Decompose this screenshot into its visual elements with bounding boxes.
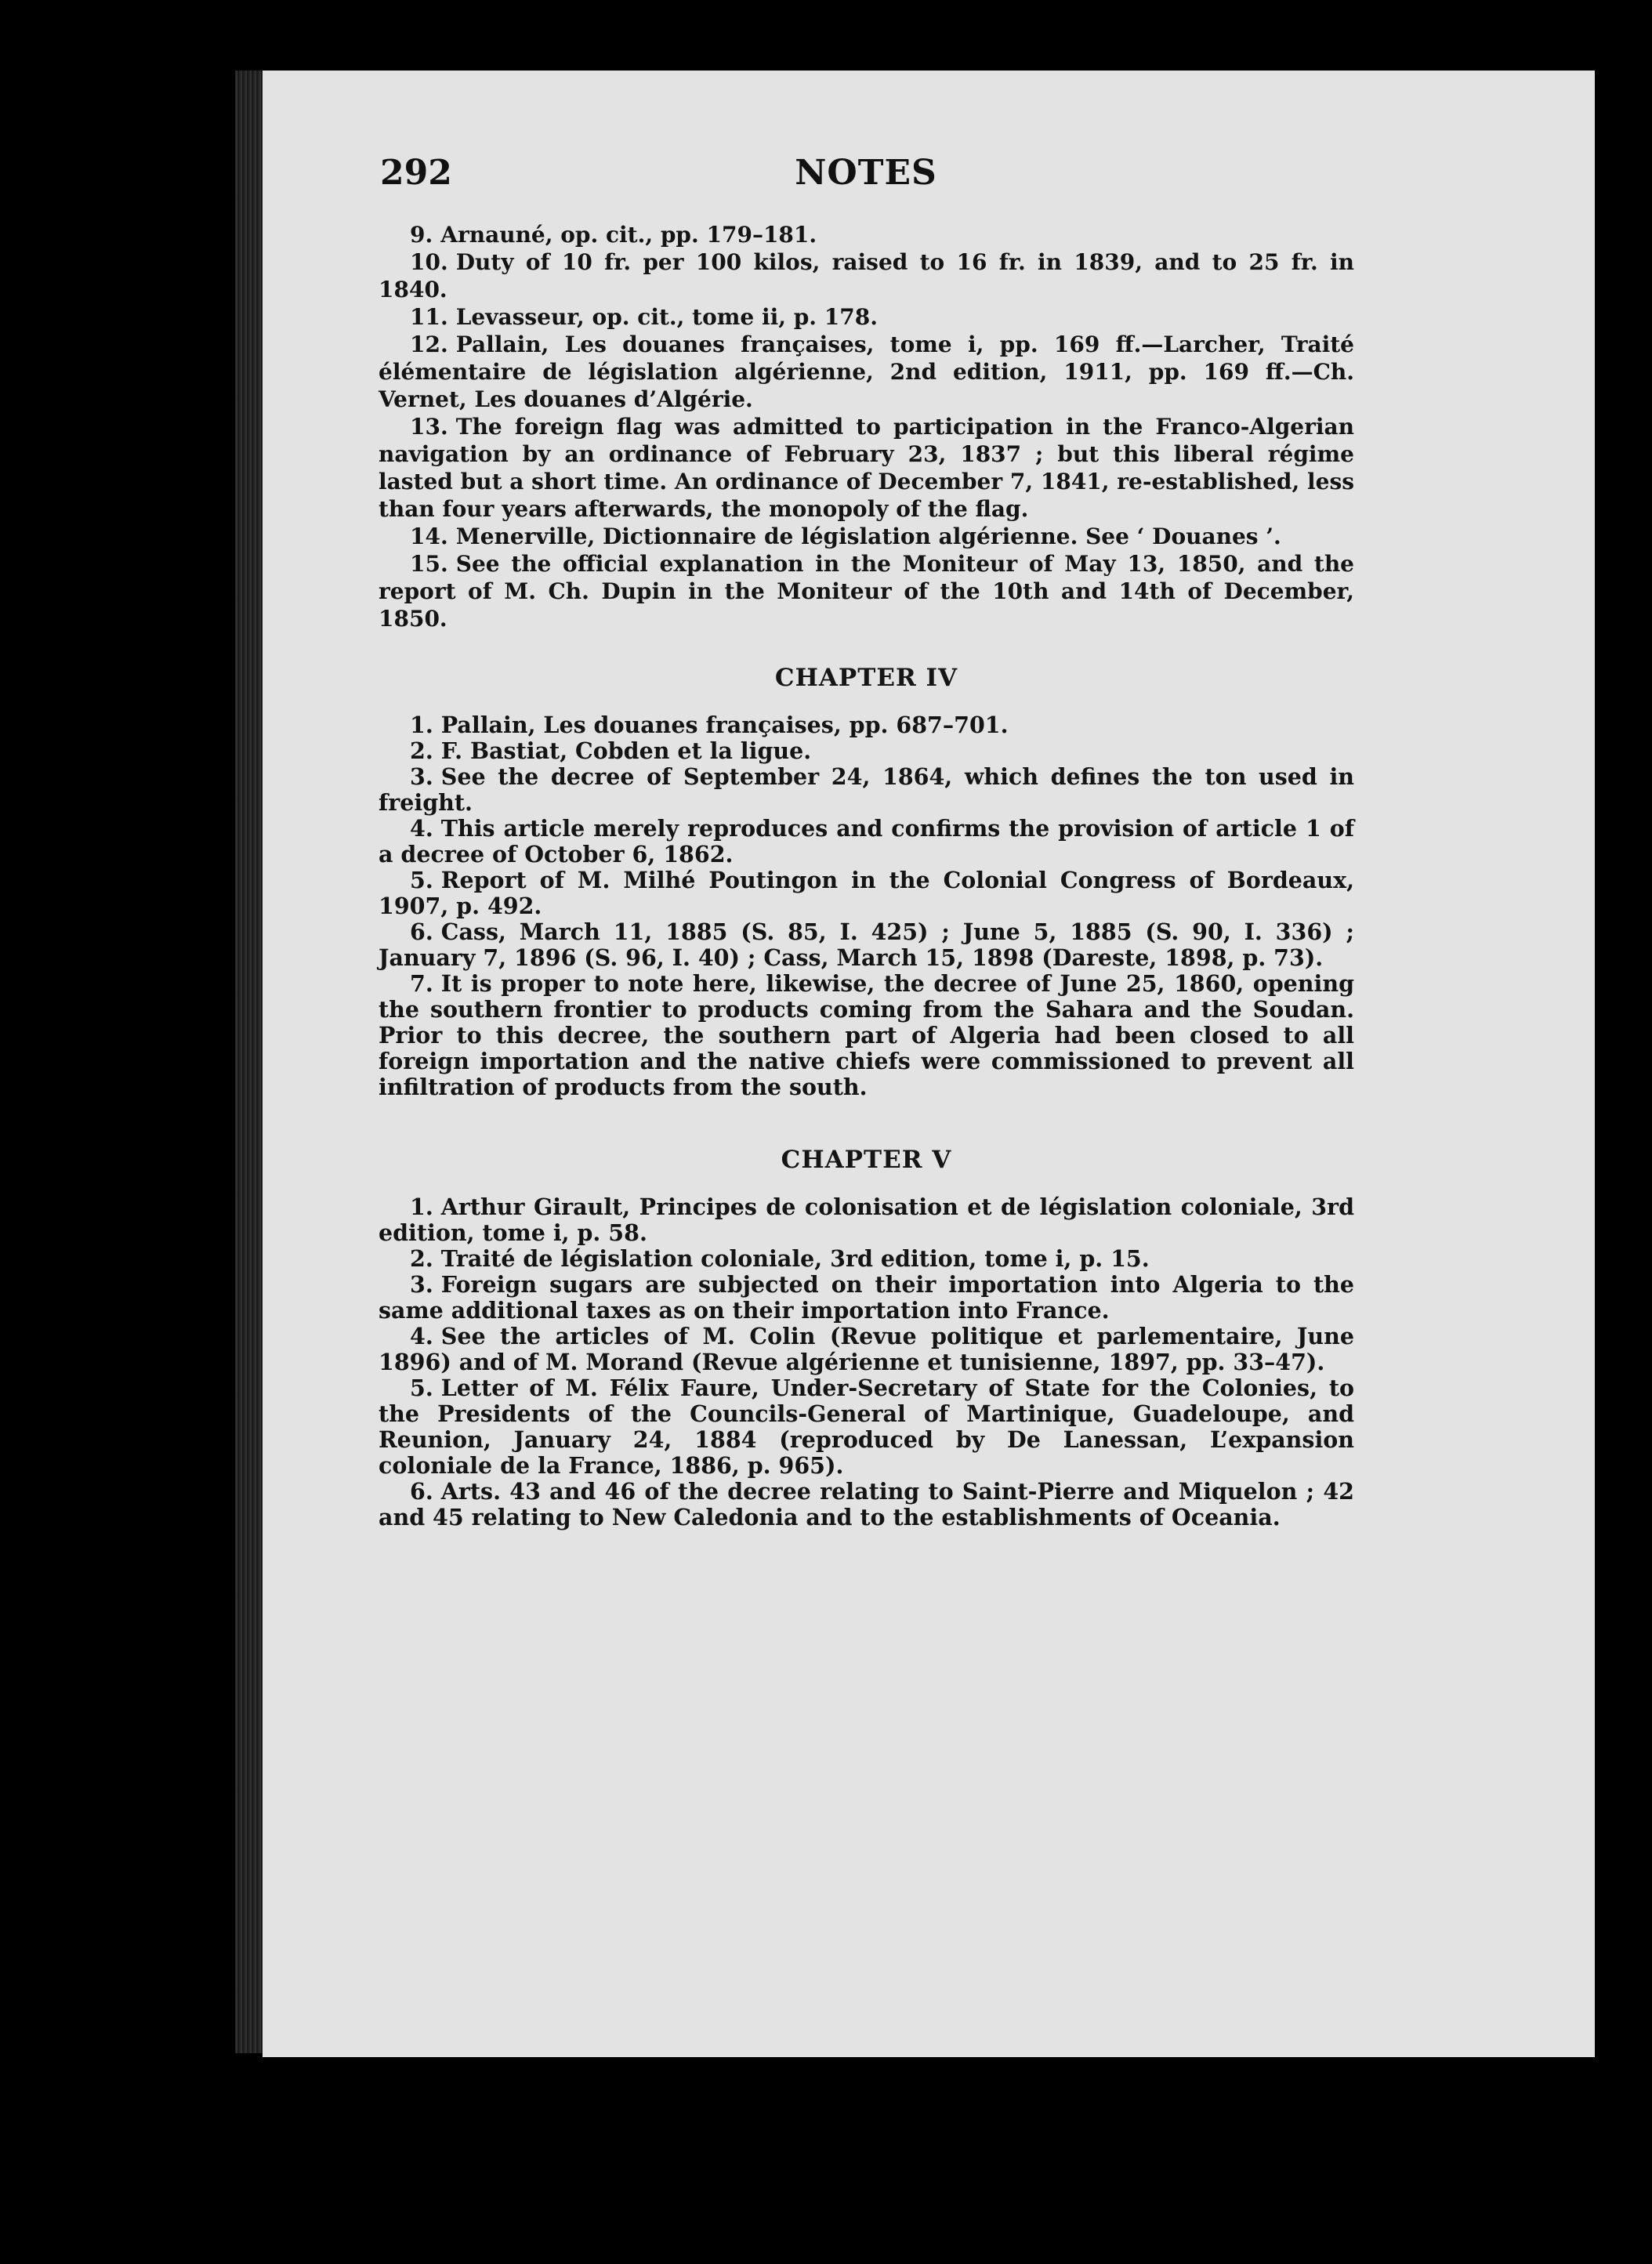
note-item: 6. Arts. 43 and 46 of the decree relating to Saint-Pierre and Miquelon ; 42 and 45 relating to New Caledonia and to the establishments of Oceania. (379, 1478, 1354, 1530)
page-header (380, 153, 1352, 208)
book-edge (235, 71, 266, 2053)
note-item: 13. The foreign flag was admitted to participation in the Franco-Algerian navigation by an ordinance of February 23, 1837 ; but this liberal régime lasted but a short time. An ordinance of December 7, 1841, re-established, less than four years afterwards, the monopoly of the flag. (379, 414, 1354, 522)
note-item: 5. Report of M. Milhé Poutingon in the Colonial Congress of Bordeaux, 1907, p. 492. (379, 867, 1354, 919)
running-head: NOTES (795, 153, 937, 193)
note-item: 15. See the official explanation in the Moniteur of May 13, 1850, and the report of M. Ch. Dupin in the Moniteur of the 10th and 14th of December, 1850. (379, 551, 1354, 632)
note-item: 7. It is proper to note here, likewise, the decree of June 25, 1860, opening the southern frontier to products coming from the Sahara and the Soudan. Prior to this decree, the southern part of Algeria had been closed to all foreign importation and the native chiefs were commissioned to prevent all infiltration of products from the south. (379, 970, 1354, 1100)
chapter-heading: CHAPTER IV (774, 664, 958, 692)
note-item: 14. Menerville, Dictionnaire de législation algérienne. See ‘ Douanes ’. (410, 523, 1281, 549)
note-item: 5. Letter of M. Félix Faure, Under-Secretary of State for the Colonies, to the Presidents of the Councils-General of Martinique, Guadeloupe, and Reunion, January 24, 1884 (reproduced by De Lanessan, L’expansion coloniale de la France, 1886, p. 965). (379, 1375, 1354, 1479)
note-item: 4. See the articles of M. Colin (Revue politique et parlementaire, June 1896) and of M. Morand (Revue algérienne et tunisienne, 1897, pp. 33–47). (379, 1323, 1354, 1375)
note-item: 2. F. Bastiat, Cobden et la ligue. (410, 737, 812, 764)
note-item: 3. See the decree of September 24, 1864, which defines the ton used in freight. (379, 763, 1354, 816)
note-item: 1. Arthur Girault, Principes de colonisation et de législation coloniale, 3rd edition, tome i, p. 58. (379, 1194, 1354, 1246)
note-item: 3. Foreign sugars are subjected on their importation into Algeria to the same additional taxes as on their importation into France. (379, 1271, 1354, 1324)
notes-section-chapter-v (379, 1194, 1354, 1530)
note-item: 12. Pallain, Les douanes françaises, tome i, pp. 169 ff.—Larcher, Traité élémentaire de législation algérienne, 2nd edition, 1911, pp. 169 ff.—Ch. Vernet, Les douanes d’Algérie. (379, 331, 1354, 412)
note-item: 9. Arnauné, op. cit., pp. 179–181. (410, 222, 817, 248)
note-item: 1. Pallain, Les douanes françaises, pp. 687–701. (410, 712, 1009, 738)
chapter-heading: CHAPTER V (781, 1146, 952, 1174)
note-item: 6. Cass, March 11, 1885 (S. 85, I. 425) ; June 5, 1885 (S. 90, I. 336) ; January 7, 1896 (S. 96, I. 40) ; Cass, March 15, 1898 (Dareste, 1898, p. 73). (379, 918, 1354, 971)
page-number: 292 (380, 153, 452, 193)
note-item: 2. Traité de législation coloniale, 3rd edition, tome i, p. 15. (410, 1245, 1150, 1272)
notes-section-chapter-iv (379, 712, 1354, 1100)
notes-section-chapter-iii (379, 221, 1354, 632)
note-item: 11. Levasseur, op. cit., tome ii, p. 178. (410, 304, 878, 330)
note-item: 10. Duty of 10 fr. per 100 kilos, raised to 16 fr. in 1839, and to 25 fr. in 1840. (379, 249, 1354, 302)
note-item: 4. This article merely reproduces and confirms the provision of article 1 of a decree of October 6, 1862. (379, 815, 1354, 868)
notes-body (379, 221, 1354, 1530)
